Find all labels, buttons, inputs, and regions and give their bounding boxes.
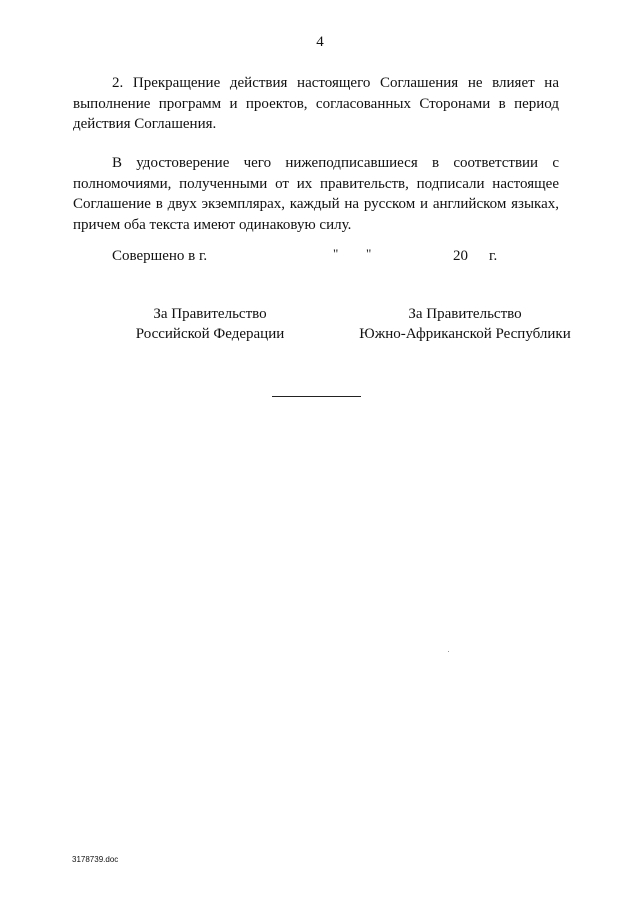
paragraph-witness: В удостоверение чего нижеподписавшиеся в соответствии с полномочиями, полученными от их правительств, подписали настоящее Соглашение в двух экземплярах, каждый на русском и английском языках, причем оба текста имеют одинаковую силу. (73, 155, 559, 233)
year-suffix: г. (489, 248, 498, 264)
year-prefix: 20 (453, 248, 468, 264)
scan-speck (448, 651, 449, 652)
page-number: 4 (316, 34, 324, 50)
date-close-quote: " (366, 246, 372, 261)
signature-left-line1: За Правительство (153, 306, 267, 322)
signature-right-line2: Южно-Африканской Республики (359, 326, 571, 342)
paragraph-termination: 2. Прекращение действия настоящего Соглашения не влияет на выполнение программ и проектов, согласованных Сторонами в период действия Соглашения. (73, 75, 559, 132)
date-open-quote: " (333, 246, 339, 261)
signature-block-south-africa (330, 304, 600, 344)
file-reference: 3178739.doc (72, 855, 119, 864)
signature-right-line1: За Правительство (408, 306, 522, 322)
signature-block-russia (110, 304, 310, 344)
signature-left-line2: Российской Федерации (135, 326, 285, 342)
end-of-text-rule (272, 396, 361, 397)
signing-place-label: Совершено в г. (112, 248, 208, 264)
